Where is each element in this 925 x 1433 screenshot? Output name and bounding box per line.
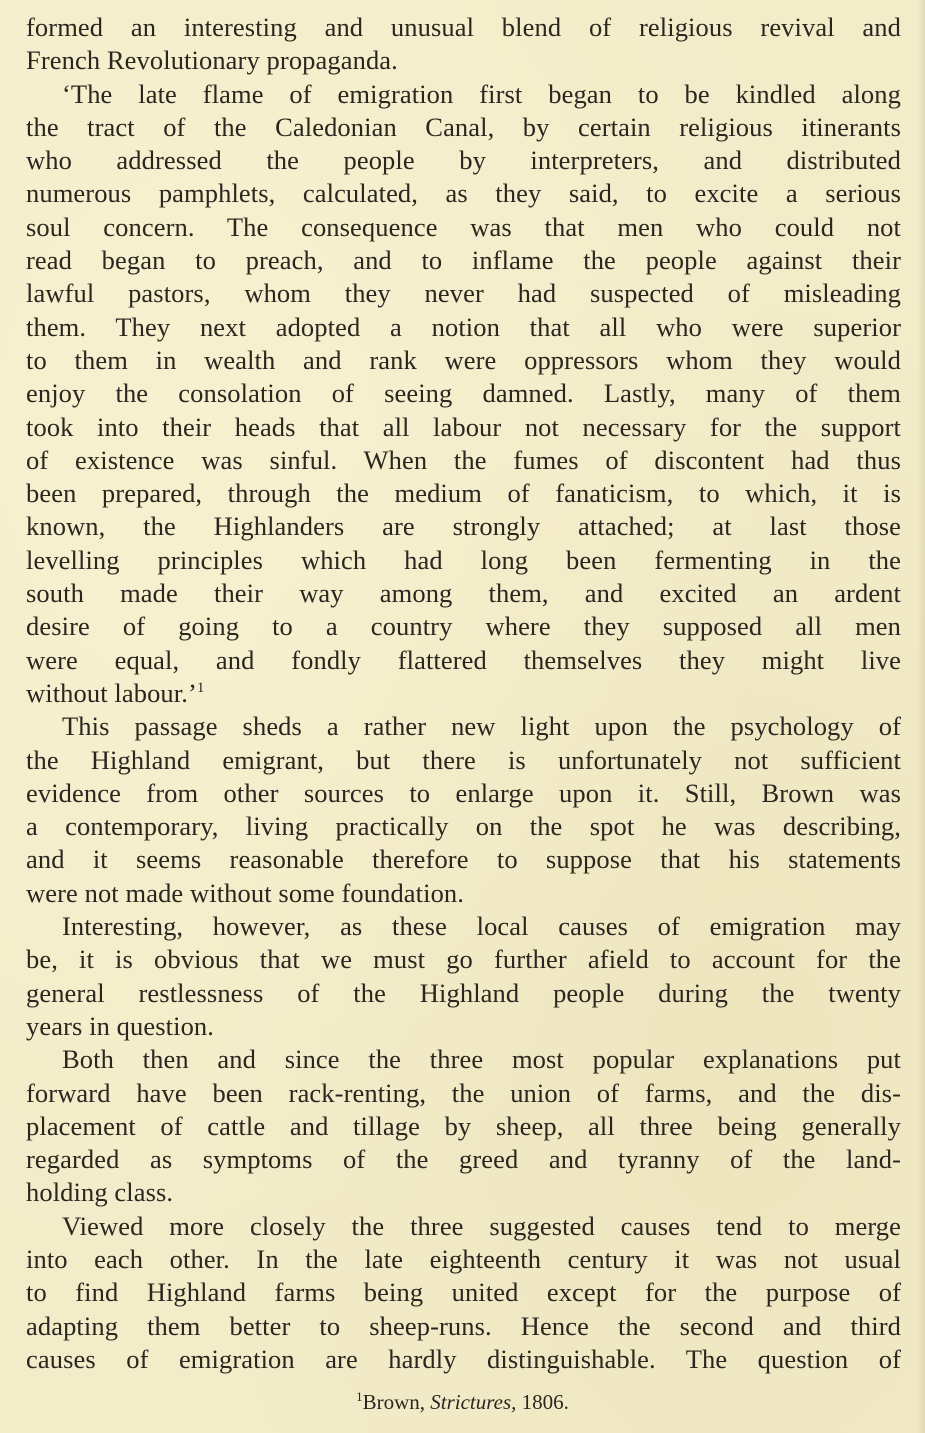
text-line: to them in wealth and rank were oppressors whom they would bbox=[26, 344, 901, 375]
text-line: Interesting, however, as these local causes of emigration may bbox=[62, 911, 901, 942]
text-line: known, the Highlanders are strongly attached; at last those bbox=[26, 511, 901, 542]
paragraph bbox=[26, 11, 901, 78]
text-line: placement of cattle and tillage by sheep, all three being generally bbox=[26, 1110, 901, 1141]
text-line: holding class. bbox=[26, 1177, 174, 1208]
text-line: who addressed the people by interpreters, and distributed bbox=[26, 145, 901, 176]
text-line: soul concern. The consequence was that men who could not bbox=[26, 211, 901, 242]
page-edge-shadow bbox=[917, 0, 925, 1433]
text-line: been prepared, through the medium of fanaticism, to which, it is bbox=[26, 478, 901, 509]
paragraph bbox=[26, 910, 901, 1043]
text-line: ‘The late flame of emigration first began to be kindled along bbox=[62, 78, 901, 109]
paragraph bbox=[26, 710, 901, 910]
text-line: them. They next adopted a notion that all who were superior bbox=[26, 311, 901, 342]
text-line: desire of going to a country where they supposed all men bbox=[26, 611, 901, 642]
quoted-paragraph bbox=[26, 78, 901, 711]
text-line: adapting them better to sheep-runs. Hence the second and third bbox=[26, 1310, 901, 1341]
footnote-reference[interactable]: 1 bbox=[196, 679, 205, 696]
text-line: formed an interesting and unusual blend of religious revival and bbox=[26, 12, 901, 42]
text-line: into each other. In the late eighteenth century it was not usual bbox=[26, 1243, 901, 1274]
footnote-author: Brown, bbox=[362, 1390, 426, 1414]
page-body bbox=[26, 11, 901, 1376]
text-line: enjoy the consolation of seeing damned. Lastly, many of them bbox=[26, 378, 901, 409]
text-line: numerous pamphlets, calculated, as they said, to excite a serious bbox=[26, 178, 901, 209]
footnote bbox=[0, 1388, 925, 1416]
text-line: the Highland emigrant, but there is unfortunately not sufficient bbox=[26, 744, 901, 775]
text-line: regarded as symptoms of the greed and tyranny of the land- bbox=[26, 1144, 901, 1175]
text-line: levelling principles which had long been fermenting in the bbox=[26, 544, 901, 575]
text-line: be, it is obvious that we must go further afield to account for the bbox=[26, 944, 901, 975]
text-line: south made their way among them, and excited an ardent bbox=[26, 578, 901, 609]
text-line: forward have been rack-renting, the union of farms, and the dis- bbox=[26, 1077, 901, 1108]
text-line: causes of emigration are hardly distinguishable. The question of bbox=[26, 1343, 901, 1374]
text-line: French Revolutionary propaganda. bbox=[26, 45, 398, 76]
footnote-title: Strictures, bbox=[430, 1390, 517, 1414]
text-line: This passage sheds a rather new light upon the psychology of bbox=[62, 711, 901, 742]
text-line: took into their heads that all labour not necessary for the support bbox=[26, 411, 901, 442]
text-line: read began to preach, and to inflame the people against their bbox=[26, 245, 901, 276]
footnote-year: 1806. bbox=[521, 1390, 569, 1414]
text-line: general restlessness of the Highland people during the twenty bbox=[26, 977, 901, 1008]
text-line: were equal, and fondly flattered themselves they might live bbox=[26, 644, 901, 675]
text-line: Both then and since the three most popular explanations put bbox=[62, 1044, 901, 1075]
text-line: the tract of the Caledonian Canal, by certain religious itinerants bbox=[26, 111, 901, 142]
text-line-content: without labour.’ bbox=[26, 677, 197, 708]
footnote-number: 1 bbox=[356, 1389, 363, 1404]
text-line: Viewed more closely the three suggested causes tend to merge bbox=[62, 1210, 901, 1241]
text-line: lawful pastors, whom they never had suspected of misleading bbox=[26, 278, 901, 309]
text-line: of existence was sinful. When the fumes of discontent had thus bbox=[26, 444, 901, 475]
text-line: evidence from other sources to enlarge upon it. Still, Brown was bbox=[26, 777, 901, 808]
text-line: were not made without some foundation. bbox=[26, 877, 465, 908]
text-line bbox=[26, 677, 901, 710]
paragraph bbox=[26, 1043, 901, 1209]
paragraph bbox=[26, 1210, 901, 1376]
text-line: years in question. bbox=[26, 1010, 214, 1041]
text-line: a contemporary, living practically on the spot he was describing, bbox=[26, 811, 901, 842]
text-line: and it seems reasonable therefore to suppose that his statements bbox=[26, 844, 901, 875]
text-line: to find Highland farms being united except for the purpose of bbox=[26, 1277, 901, 1308]
